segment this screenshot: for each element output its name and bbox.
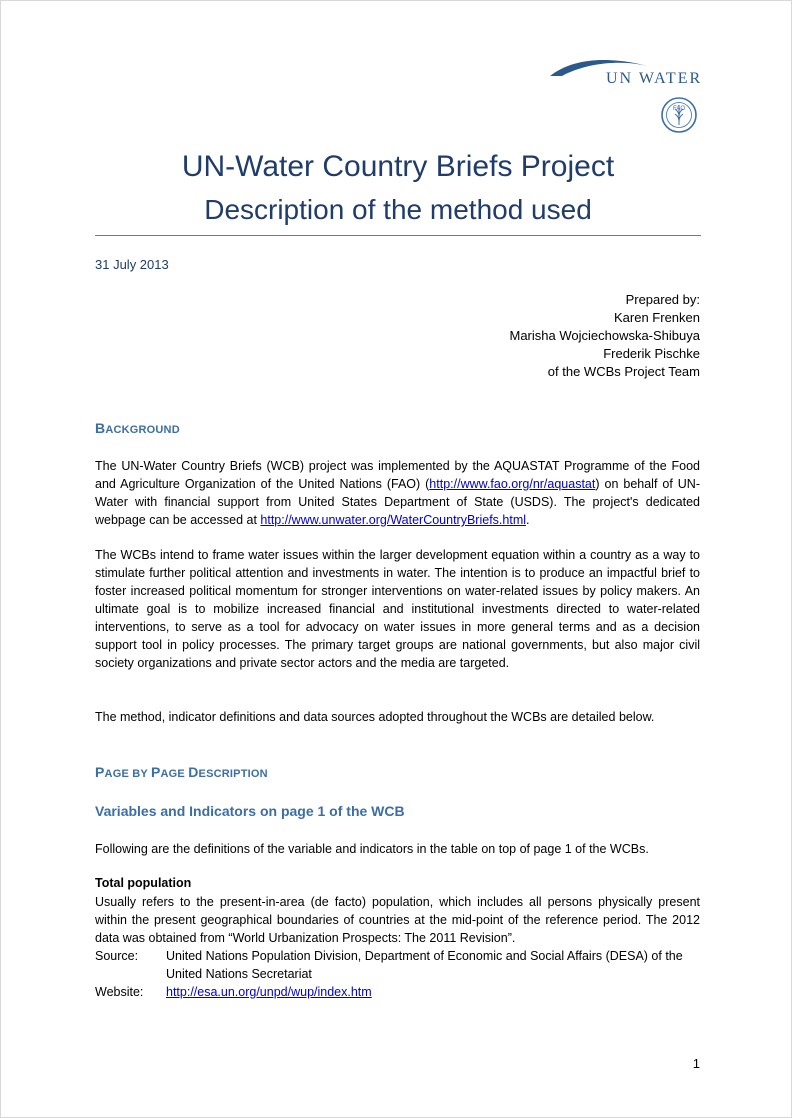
- source-label: Source:: [95, 949, 139, 963]
- website-label: Website:: [95, 985, 144, 999]
- heading-rest: AGE: [160, 768, 189, 780]
- source-value: United Nations Population Division, Department of Economic and Social Affairs (DESA) of the United Nations Secretariat: [166, 949, 683, 981]
- prepared-by-block: [509, 291, 700, 381]
- heading-rest: ESCRIPTION: [198, 768, 268, 780]
- total-population-label: Total population: [95, 876, 192, 890]
- variables-intro: Following are the definitions of the variable and indicators in the table on top of page 1 of the WCBs.: [95, 842, 649, 856]
- heading-initial: D: [188, 764, 199, 780]
- background-paragraph-2: The WCBs intend to frame water issues within the larger development equation within a country as a way to stimulate further political attention and investments in water. The intention is to produce an impactful brief to foster increased political momentum for stronger interventions on water-related issues by policy makers. An ultimate goal is to mobilize increased financial and institutional investments directed to water-related interventions, to serve as a tool for advocacy on water issues in more general terms and as a decision support tool in policy processes. The primary target groups are national governments, but also major civil society organizations and private sector actors and the media are targeted.: [95, 548, 700, 670]
- variables-subheading: Variables and Indicators on page 1 of the WCB: [95, 803, 405, 819]
- document-date: 31 July 2013: [95, 257, 169, 272]
- background-heading: [95, 420, 180, 436]
- heading-rest: AGE BY: [104, 768, 151, 780]
- heading-rest: ACKGROUND: [105, 424, 180, 436]
- author-name: Karen Frenken: [614, 310, 700, 325]
- paragraph-text: .: [526, 513, 530, 527]
- heading-initial: P: [95, 764, 105, 780]
- page-subtitle: Description of the method used: [204, 194, 592, 225]
- page-number: 1: [692, 1056, 700, 1071]
- page-title: UN-Water Country Briefs Project: [181, 150, 615, 183]
- website-row: [95, 983, 700, 1001]
- title-divider: [95, 235, 701, 236]
- team-name: of the WCBs Project Team: [547, 364, 700, 379]
- author-name: Marisha Wojciechowska-Shibuya: [509, 328, 700, 343]
- author-name: Frederik Pischke: [603, 346, 700, 361]
- heading-initial: P: [150, 764, 161, 780]
- background-paragraph-3: The method, indicator definitions and data sources adopted throughout the WCBs are detailed below.: [95, 710, 655, 724]
- paragraph-text: ) on behalf of UN-Water with financial support from United States Department of State (USDS). The project's dedicated webpage can be accessed at: [95, 477, 700, 527]
- website-link[interactable]: http://esa.un.org/unpd/wup/index.htm: [166, 985, 372, 999]
- fao-logo-icon: [660, 96, 698, 134]
- page-description-heading: [95, 764, 268, 780]
- water-country-briefs-link[interactable]: http://www.unwater.org/WaterCountryBriefs.html: [260, 513, 527, 527]
- paragraph-text: The UN-Water Country Briefs (WCB) project was implemented by the AQUASTAT Programme of the Food and Agriculture Organization of the United Nations (FAO) (: [95, 459, 700, 491]
- prepared-by-label: Prepared by:: [625, 292, 700, 307]
- unwater-logo-text: UN WATER: [606, 70, 703, 87]
- logo-area: [548, 52, 718, 137]
- source-row: [95, 947, 700, 983]
- background-paragraph-1: [95, 457, 700, 529]
- total-population-definition: Usually refers to the present-in-area (de facto) population, which includes all persons physically present within the present geographical boundaries of countries at the mid-point of the reference period. The 2012 data was obtained from “World Urbanization Prospects: The 2011 Revision”.: [95, 895, 700, 945]
- fao-logo-text: FAO: [672, 106, 686, 112]
- aquastat-link[interactable]: http://www.fao.org/nr/aquastat: [429, 477, 596, 491]
- heading-initial: B: [95, 420, 106, 436]
